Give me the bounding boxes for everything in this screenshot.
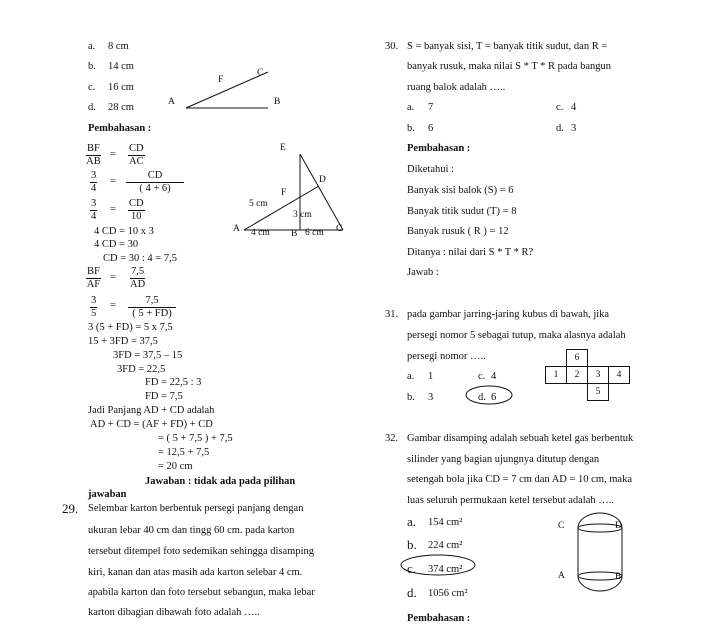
label-length-ab: 4 cm (251, 228, 270, 238)
fraction (86, 266, 101, 291)
option-text: 7 (428, 102, 434, 113)
option-letter: c. (407, 561, 417, 576)
q31-line: persegi nomor ….. (407, 351, 486, 362)
q30-line: ruang balok adalah ….. (407, 82, 506, 93)
equals: = (110, 204, 116, 215)
question-number: 31. (385, 309, 399, 320)
calc-line: AD + CD = (AF + FD) + CD (90, 419, 213, 430)
fraction (130, 266, 145, 291)
equals: = (110, 300, 116, 311)
pembahasan-heading: Pembahasan : (407, 143, 471, 154)
answer-ellipse (401, 555, 475, 575)
option-text: 6 (428, 123, 434, 134)
numerator: CD (129, 198, 144, 209)
option-letter: b. (407, 537, 417, 552)
calc-line: Jadi Panjang AD + CD adalah (88, 405, 215, 416)
option-letter: b. (88, 61, 96, 72)
option-text: 1 (428, 371, 434, 382)
label-a: A (558, 571, 565, 581)
q32-line: silinder yang bagian ujungnya ditutup dengan (407, 454, 600, 465)
q32-line: Gambar disamping adalah sebuah ketel gas berbentuk (407, 433, 634, 444)
option-letter: a. (88, 41, 96, 52)
triangle-figure (228, 140, 350, 240)
fraction (128, 295, 176, 320)
option-letter: a. (407, 102, 415, 113)
numerator: 7,5 (128, 295, 176, 308)
question-number: 32. (385, 433, 399, 444)
numerator: BF (87, 266, 100, 277)
label-length-fd: 3 cm (293, 210, 312, 220)
pembahasan-heading: Pembahasan : (407, 613, 471, 624)
calc-line: 15 + 3FD = 37,5 (88, 336, 158, 347)
q30-line: S = banyak sisi, T = banyak titik sudut, dan R = (407, 41, 608, 52)
calc-line: 3FD = 37,5 – 15 (113, 350, 183, 361)
calc-line: 3 (5 + FD) = 5 x 7,5 (88, 322, 173, 333)
numerator: BF (87, 143, 100, 154)
q29-line: ukuran lebar 40 cm dan tingg 60 cm. pada karton (88, 525, 295, 536)
label-c: C (558, 521, 565, 531)
cube-net (545, 349, 630, 401)
q30-solution-line: Ditanya : nilai dari S * T * R? (407, 247, 534, 258)
q29-line: tersebut ditempel foto sedemikan sehingga disamping (88, 546, 314, 557)
calc-line: 3FD = 22,5 (117, 364, 166, 375)
option-text: 3 (428, 392, 434, 403)
option-text: 4 (491, 371, 497, 382)
pembahasan-heading: Pembahasan : (88, 123, 152, 134)
numerator: CD (126, 170, 184, 183)
denominator: 5 (91, 308, 97, 319)
option-text: 3 (571, 123, 577, 134)
question-number: 30. (385, 41, 399, 52)
option-letter: c. (88, 82, 96, 93)
q30-solution-line: Banyak rusuk ( R ) = 12 (407, 226, 509, 237)
fraction (128, 198, 145, 223)
net-cell: 6 (567, 350, 588, 367)
q30-line: banyak rusuk, maka nilai S * T * R pada bangun (407, 61, 612, 72)
q30-solution-line: Jawab : (407, 267, 439, 278)
numerator: 3 (91, 295, 97, 306)
option-text: 8 cm (108, 41, 129, 52)
q29-line: apabila karton dan foto tersebut sebangun, maka lebar (88, 587, 315, 598)
cylinder-figure (548, 508, 638, 620)
denominator: 4 (91, 183, 97, 194)
calc-line: CD = 30 : 4 = 7,5 (103, 253, 177, 264)
fraction (90, 295, 97, 320)
option-text: 224 cm² (428, 540, 463, 551)
label-e: E (280, 143, 286, 153)
option-text: 1056 cm² (428, 588, 468, 599)
option-text: 14 cm (108, 61, 134, 72)
numerator: 3 (91, 198, 97, 209)
option-letter: d. (556, 123, 564, 134)
option-letter: c. (478, 371, 486, 382)
q32-line: setengah bola jika CD = 7 cm dan AD = 10 cm, maka (407, 474, 633, 485)
segment-ac (186, 72, 268, 108)
option-text: 16 cm (108, 82, 134, 93)
numerator: CD (129, 143, 144, 154)
label-a: A (233, 224, 240, 234)
fraction (126, 170, 184, 195)
jawaban-line-2: jawaban (88, 489, 127, 500)
label-d: D (615, 521, 622, 531)
label-a: A (168, 97, 175, 107)
label-b: B (274, 97, 281, 107)
calc-line: = ( 5 + 7,5 ) + 7,5 (158, 433, 233, 444)
fraction (90, 170, 97, 195)
option-letter: a. (407, 371, 415, 382)
calc-line: FD = 22,5 : 3 (145, 377, 202, 388)
fraction (128, 143, 145, 168)
denominator: AB (86, 156, 101, 167)
calc-line: 4 CD = 10 x 3 (94, 226, 154, 237)
denominator: 10 (131, 211, 142, 222)
numerator: 7,5 (131, 266, 145, 277)
question-number: 29. (62, 501, 79, 516)
net-cell: 4 (609, 367, 630, 384)
option-letter: d. (88, 102, 96, 113)
equals: = (110, 149, 116, 160)
option-letter: d. (407, 585, 417, 600)
fraction (86, 143, 101, 168)
option-letter: b. (407, 123, 415, 134)
q30-solution-line: Banyak titik sudut (T) = 8 (407, 206, 517, 217)
q31-line: persegi nomor 5 sebagai tutup, maka alasnya adalah (407, 330, 626, 341)
option-text: 154 cm² (428, 517, 463, 528)
q29-line: Selembar karton berbentuk persegi panjang dengan (88, 503, 304, 514)
denominator: AF (86, 279, 101, 290)
label-f: F (281, 188, 287, 198)
label-d: D (319, 175, 326, 185)
option-text: 28 cm (108, 102, 134, 113)
option-text: 6 (491, 392, 497, 403)
calc-line: 4 CD = 30 (94, 239, 139, 250)
option-text: 374 cm² (428, 564, 463, 575)
label-c: C (257, 68, 264, 78)
label-c: C (336, 224, 343, 234)
q29-line: karton dibagian dibawah foto adalah ….. (88, 607, 260, 618)
answer-circle (398, 552, 478, 578)
option-letter: d. (478, 392, 486, 403)
answer-ellipse (466, 386, 512, 404)
denominator: ( 4 + 6) (139, 183, 171, 194)
q30-solution-line: Diketahui : (407, 164, 454, 175)
label-length-bc: 6 cm (305, 228, 324, 238)
answer-circle (464, 384, 514, 406)
label-b: B (615, 572, 622, 582)
net-cell: 2 (567, 367, 588, 384)
label-f: F (218, 75, 224, 85)
net-cell: 3 (588, 367, 609, 384)
denominator: AD (130, 279, 146, 290)
numerator: 3 (91, 170, 97, 181)
calc-line: FD = 7,5 (145, 391, 183, 402)
q29-line: kiri, kanan dan atas masih ada karton selebar 4 cm. (88, 567, 303, 578)
net-cell: 5 (588, 384, 609, 401)
option-letter: a. (407, 514, 417, 529)
denominator: 4 (91, 211, 97, 222)
q30-solution-line: Banyak sisi balok (S) = 6 (407, 185, 514, 196)
segment-figure (160, 62, 295, 114)
label-length-ef: 5 cm (249, 199, 268, 209)
calc-line: = 20 cm (158, 461, 193, 472)
equals: = (110, 176, 116, 187)
q32-line: luas seluruh permukaan ketel tersebut adalah ….. (407, 495, 615, 506)
equals: = (110, 272, 116, 283)
net-cell: 1 (546, 367, 567, 384)
q31-line: pada gambar jarring-jaring kubus di bawah, jika (407, 309, 610, 320)
label-b: B (291, 229, 298, 239)
denominator: AC (129, 156, 144, 167)
denominator: ( 5 + FD) (132, 308, 172, 319)
option-letter: c. (556, 102, 564, 113)
option-text: 4 (571, 102, 577, 113)
jawaban-line: Jawaban : tidak ada pada pilihan (145, 476, 296, 487)
calc-line: = 12,5 + 7,5 (158, 447, 210, 458)
fraction (90, 198, 97, 223)
option-letter: b. (407, 392, 415, 403)
